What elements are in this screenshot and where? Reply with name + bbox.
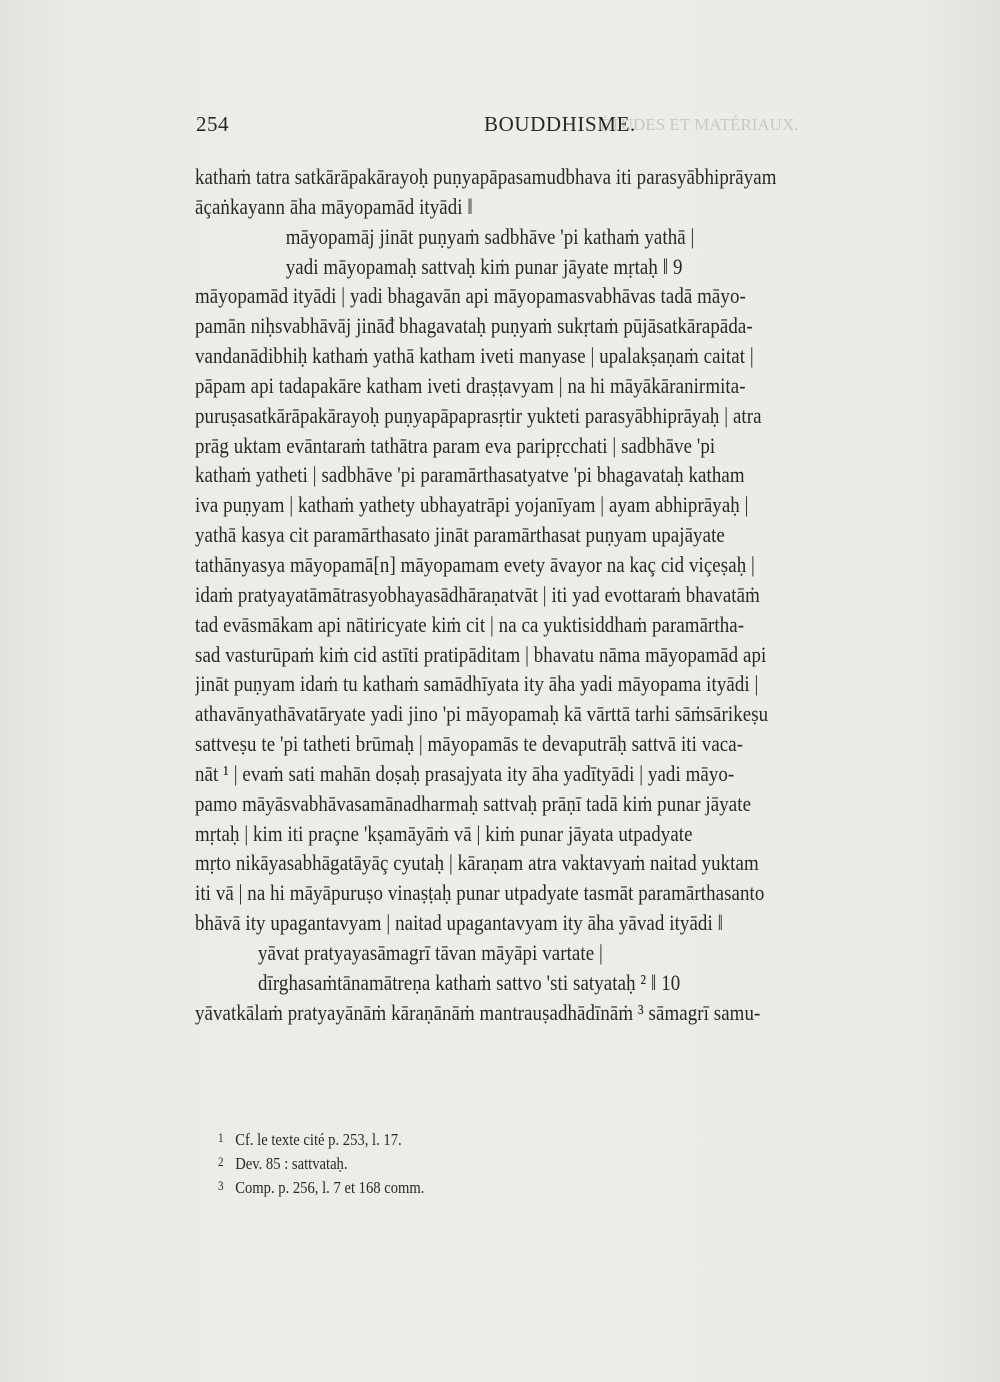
footnote-number: 1: [218, 1130, 224, 1145]
text-line: kathaṁ yatheti | sadbhāve 'pi paramārthasatyatve 'pi bhagavataḥ katham: [195, 462, 745, 488]
text-line: āçaṅkayann āha māyopamād ityādi ‖: [195, 193, 473, 219]
text-line: iva puṇyam | kathaṁ yathety ubhayatrāpi yojanīyam | ayam abhiprāyaḥ |: [195, 492, 749, 518]
text-line: athavānyathāvatāryate yadi jino 'pi māyopamaḥ kā vārttā tarhi sāṁsārikeṣu: [195, 701, 769, 727]
footnote-text: Cf. le texte cité p. 253, l. 17.: [235, 1130, 402, 1149]
footnote: [218, 1126, 562, 1150]
text-line: pāpam api tadapakāre katham iveti draṣṭavyam | na hi māyākāranirmita-: [195, 372, 746, 398]
text-line: idaṁ pratyayatāmātrasyobhayasādhāraṇatvāt | iti yad evottaraṁ bhavatāṁ: [195, 581, 760, 607]
footnote-text: Comp. p. 256, l. 7 et 168 comm.: [235, 1178, 425, 1197]
footnotes: [218, 1126, 618, 1198]
text-line: jināt puṇyam idaṁ tu kathaṁ samādhīyata ity āha yadi māyopama ityādi |: [195, 671, 759, 697]
verse-line: dīrghasaṁtānamātreṇa kathaṁ sattvo 'sti satyataḥ ² ‖ 10: [258, 969, 681, 995]
text-line: māyopamād ityādi | yadi bhagavān api māyopamasvabhāvas tadā māyo-: [195, 283, 746, 309]
text-line: yāvatkālaṁ pratyayānāṁ kāraṇānāṁ mantrauṣadhādīnāṁ ³ sāmagrī samu-: [195, 999, 761, 1025]
text-line: sad vasturūpaṁ kiṁ cid astīti pratipāditam | bhavatu nāma māyopamād api: [195, 641, 767, 667]
text-line: vandanādibhiḥ kathaṁ yathā katham iveti manyase | upalakṣaṇaṁ caitat |: [195, 343, 754, 369]
text-line: mṛtaḥ | kim iti praçne 'kṣamāyāṁ vā | kiṁ punar jāyata utpadyate: [195, 820, 693, 846]
text-line: puruṣasatkārāpakārayoḥ puṇyapāpaprasṛtir yukteti parasyābhiprāyaḥ | atra: [195, 402, 762, 428]
verse-line: yāvat pratyayasāmagrī tāvan māyāpi vartate |: [258, 939, 603, 965]
verse-line: māyopamāj jināt puṇyaṁ sadbhāve 'pi kathaṁ yathā |: [285, 223, 695, 249]
text-line: prāg uktam evāntaraṁ tathātra param eva paripṛcchati | sadbhāve 'pi: [195, 432, 716, 458]
text-line: iti vā | na hi māyāpuruṣo vinaṣṭaḥ punar utpadyate tasmāt paramārthasanto: [195, 880, 765, 906]
footnote-number: 3: [218, 1178, 224, 1193]
show-through-bleed: ÉTUDES ET MATÉRIAUX.: [600, 115, 799, 134]
footnote-text: Dev. 85 : sattvataḥ.: [235, 1154, 348, 1173]
text-line: yathā kasya cit paramārthasato jināt paramārthasat puṇyam upajāyate: [195, 522, 725, 548]
text-line: nāt ¹ | evaṁ sati mahān doṣaḥ prasajyata ity āha yadītyādi | yadi māyo-: [195, 760, 735, 786]
text-line: sattveṣu te 'pi tatheti brūmaḥ | māyopamās te devaputrāḥ sattvā iti vaca-: [195, 731, 744, 757]
text-line: pamo māyāsvabhāvasamānadharmaḥ sattvaḥ prāṇī tadā kiṁ punar jāyate: [195, 790, 752, 816]
page-number: 254: [196, 112, 229, 136]
page-header: [0, 108, 1000, 138]
text-line: pamān niḥsvabhāvāj jināđ bhagavataḥ puṇyaṁ sukṛtaṁ pūjāsatkārapāda-: [195, 313, 753, 339]
text-line: tad evāsmākam api nātiricyate kiṁ cit | na ca yuktisiddhaṁ paramārtha-: [195, 611, 745, 637]
text-line: kathaṁ tatra satkārāpakārayoḥ puṇyapāpasamudbhava iti parasyābhiprāyam: [195, 164, 777, 189]
footnote: [218, 1150, 562, 1174]
text-line: bhāvā ity upagantavyam | naitad upagantavyam ity āha yāvad ityādi ‖: [195, 910, 723, 936]
running-title: BOUDDHISME.: [484, 112, 636, 136]
main-text: [195, 162, 920, 1027]
text-line: tathānyasya māyopamā[n] māyopamam evety āvayor na kaç cid viçeṣaḥ |: [195, 551, 755, 577]
verse-line: yadi māyopamaḥ sattvaḥ kiṁ punar jāyate mṛtaḥ ‖ 9: [285, 253, 683, 279]
footnote-number: 2: [218, 1154, 224, 1169]
text-line: mṛto nikāyasabhāgatāyāç cyutaḥ | kāraṇam atra vaktavyaṁ naitad yuktam: [195, 850, 759, 876]
footnote: [218, 1174, 562, 1198]
